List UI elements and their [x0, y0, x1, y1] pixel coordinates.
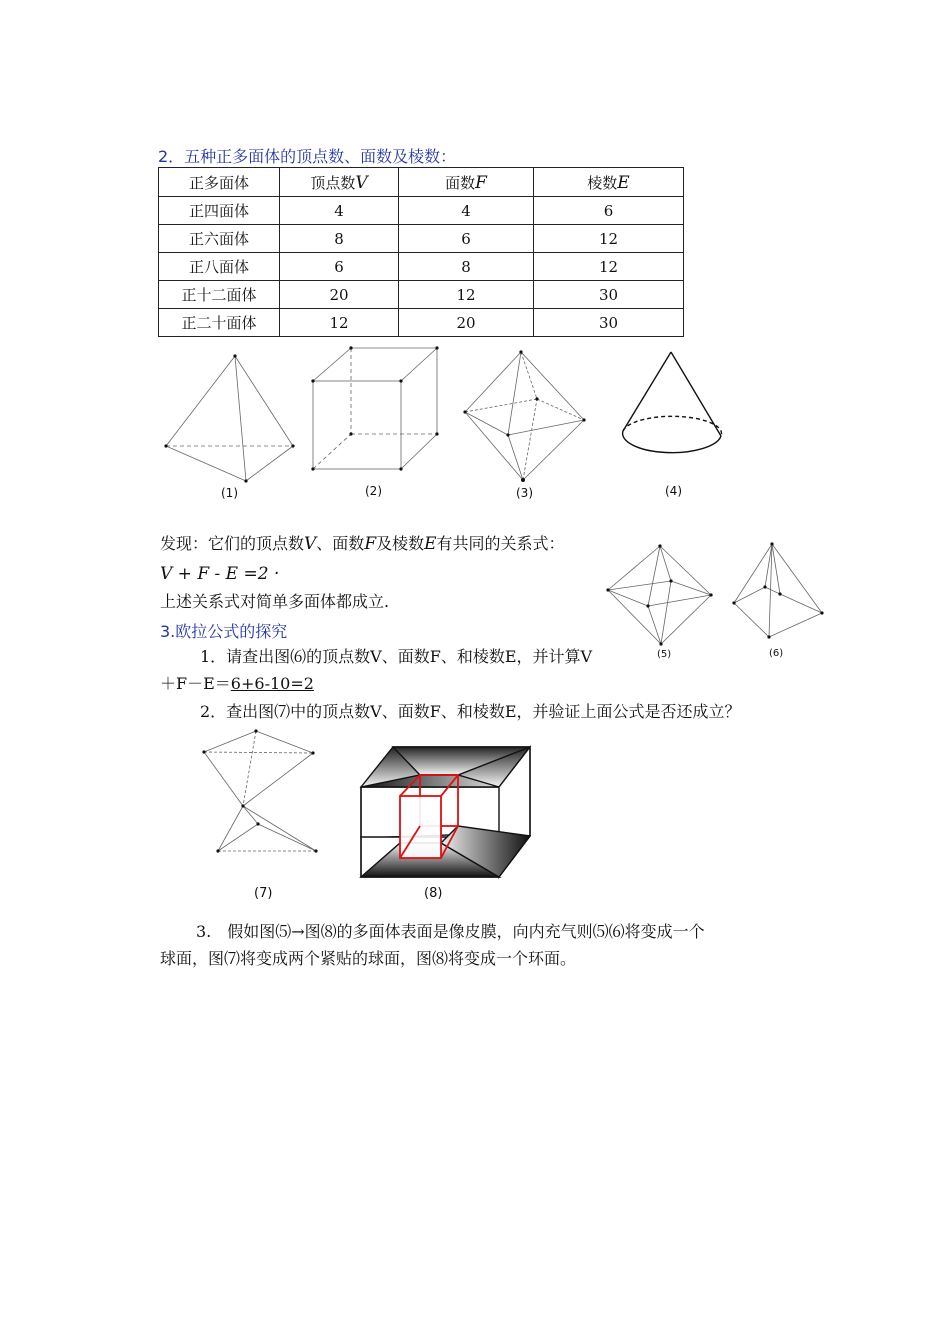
- table-cell: 正四面体: [159, 197, 280, 225]
- item2-text: 2．查出图⑺中的顶点数V、面数F、和棱数E，并验证上面公式是否还成立？: [200, 702, 741, 721]
- table-cell: 12: [534, 225, 684, 253]
- figure-caption-3: (3): [516, 486, 533, 500]
- table-cell: 8: [399, 253, 534, 281]
- table-cell: 8: [280, 225, 399, 253]
- discovery-line: 发现：它们的顶点数V、面数F及棱数E有共同的关系式：: [160, 534, 565, 554]
- figure-caption-5: (5): [657, 649, 672, 660]
- table-cell: 30: [534, 309, 684, 337]
- table-header-cell: 正多面体: [159, 168, 280, 197]
- table-cell: 4: [399, 197, 534, 225]
- table-cell: 4: [280, 197, 399, 225]
- figure-caption-7: (7): [254, 886, 273, 901]
- figure-caption-8: (8): [424, 886, 443, 901]
- figure-caption-6: (6): [769, 648, 784, 659]
- table-cell: 6: [534, 197, 684, 225]
- table-cell: 6: [280, 253, 399, 281]
- figure-caption-2: (2): [365, 484, 382, 498]
- table-cell: 6: [399, 225, 534, 253]
- table-header-cell: 面数F: [399, 168, 534, 197]
- table-cell: 20: [280, 281, 399, 309]
- table-cell: 正六面体: [159, 225, 280, 253]
- section2-heading: 2．五种正多面体的顶点数、面数及棱数：: [158, 147, 457, 166]
- table-cell: 12: [399, 281, 534, 309]
- table-cell: 正八面体: [159, 253, 280, 281]
- table-cell: 正二十面体: [159, 309, 280, 337]
- table-header-cell: 顶点数V: [280, 168, 399, 197]
- figure-caption-4: (4): [665, 484, 682, 498]
- table-cell: 30: [534, 281, 684, 309]
- figure-caption-1: (1): [221, 486, 238, 500]
- item1-line1: 1．请查出图⑹的顶点数V、面数F、和棱数E，并计算V: [200, 647, 593, 666]
- table-cell: 正十二面体: [159, 281, 280, 309]
- table-cell: 20: [399, 309, 534, 337]
- table-header-cell: 棱数E: [534, 168, 684, 197]
- table-cell: 12: [534, 253, 684, 281]
- item1-answer: 6+6-10=2: [230, 674, 314, 693]
- table-cell: 12: [280, 309, 399, 337]
- item3-line1: 3. 假如图⑸→图⑻的多面体表面是像皮膜，向内充气则⑸⑹将变成一个: [196, 922, 705, 941]
- euler-formula: V + F - E =2 ·: [160, 564, 280, 584]
- discovery-note: 上述关系式对简单多面体都成立.: [160, 592, 390, 611]
- item1-line2: ＋F－E＝6+6-10=2: [160, 674, 314, 693]
- section3-heading: 3.欧拉公式的探究: [160, 622, 288, 641]
- item3-line2: 球面，图⑺将变成两个紧贴的球面，图⑻将变成一个环面。: [160, 949, 577, 968]
